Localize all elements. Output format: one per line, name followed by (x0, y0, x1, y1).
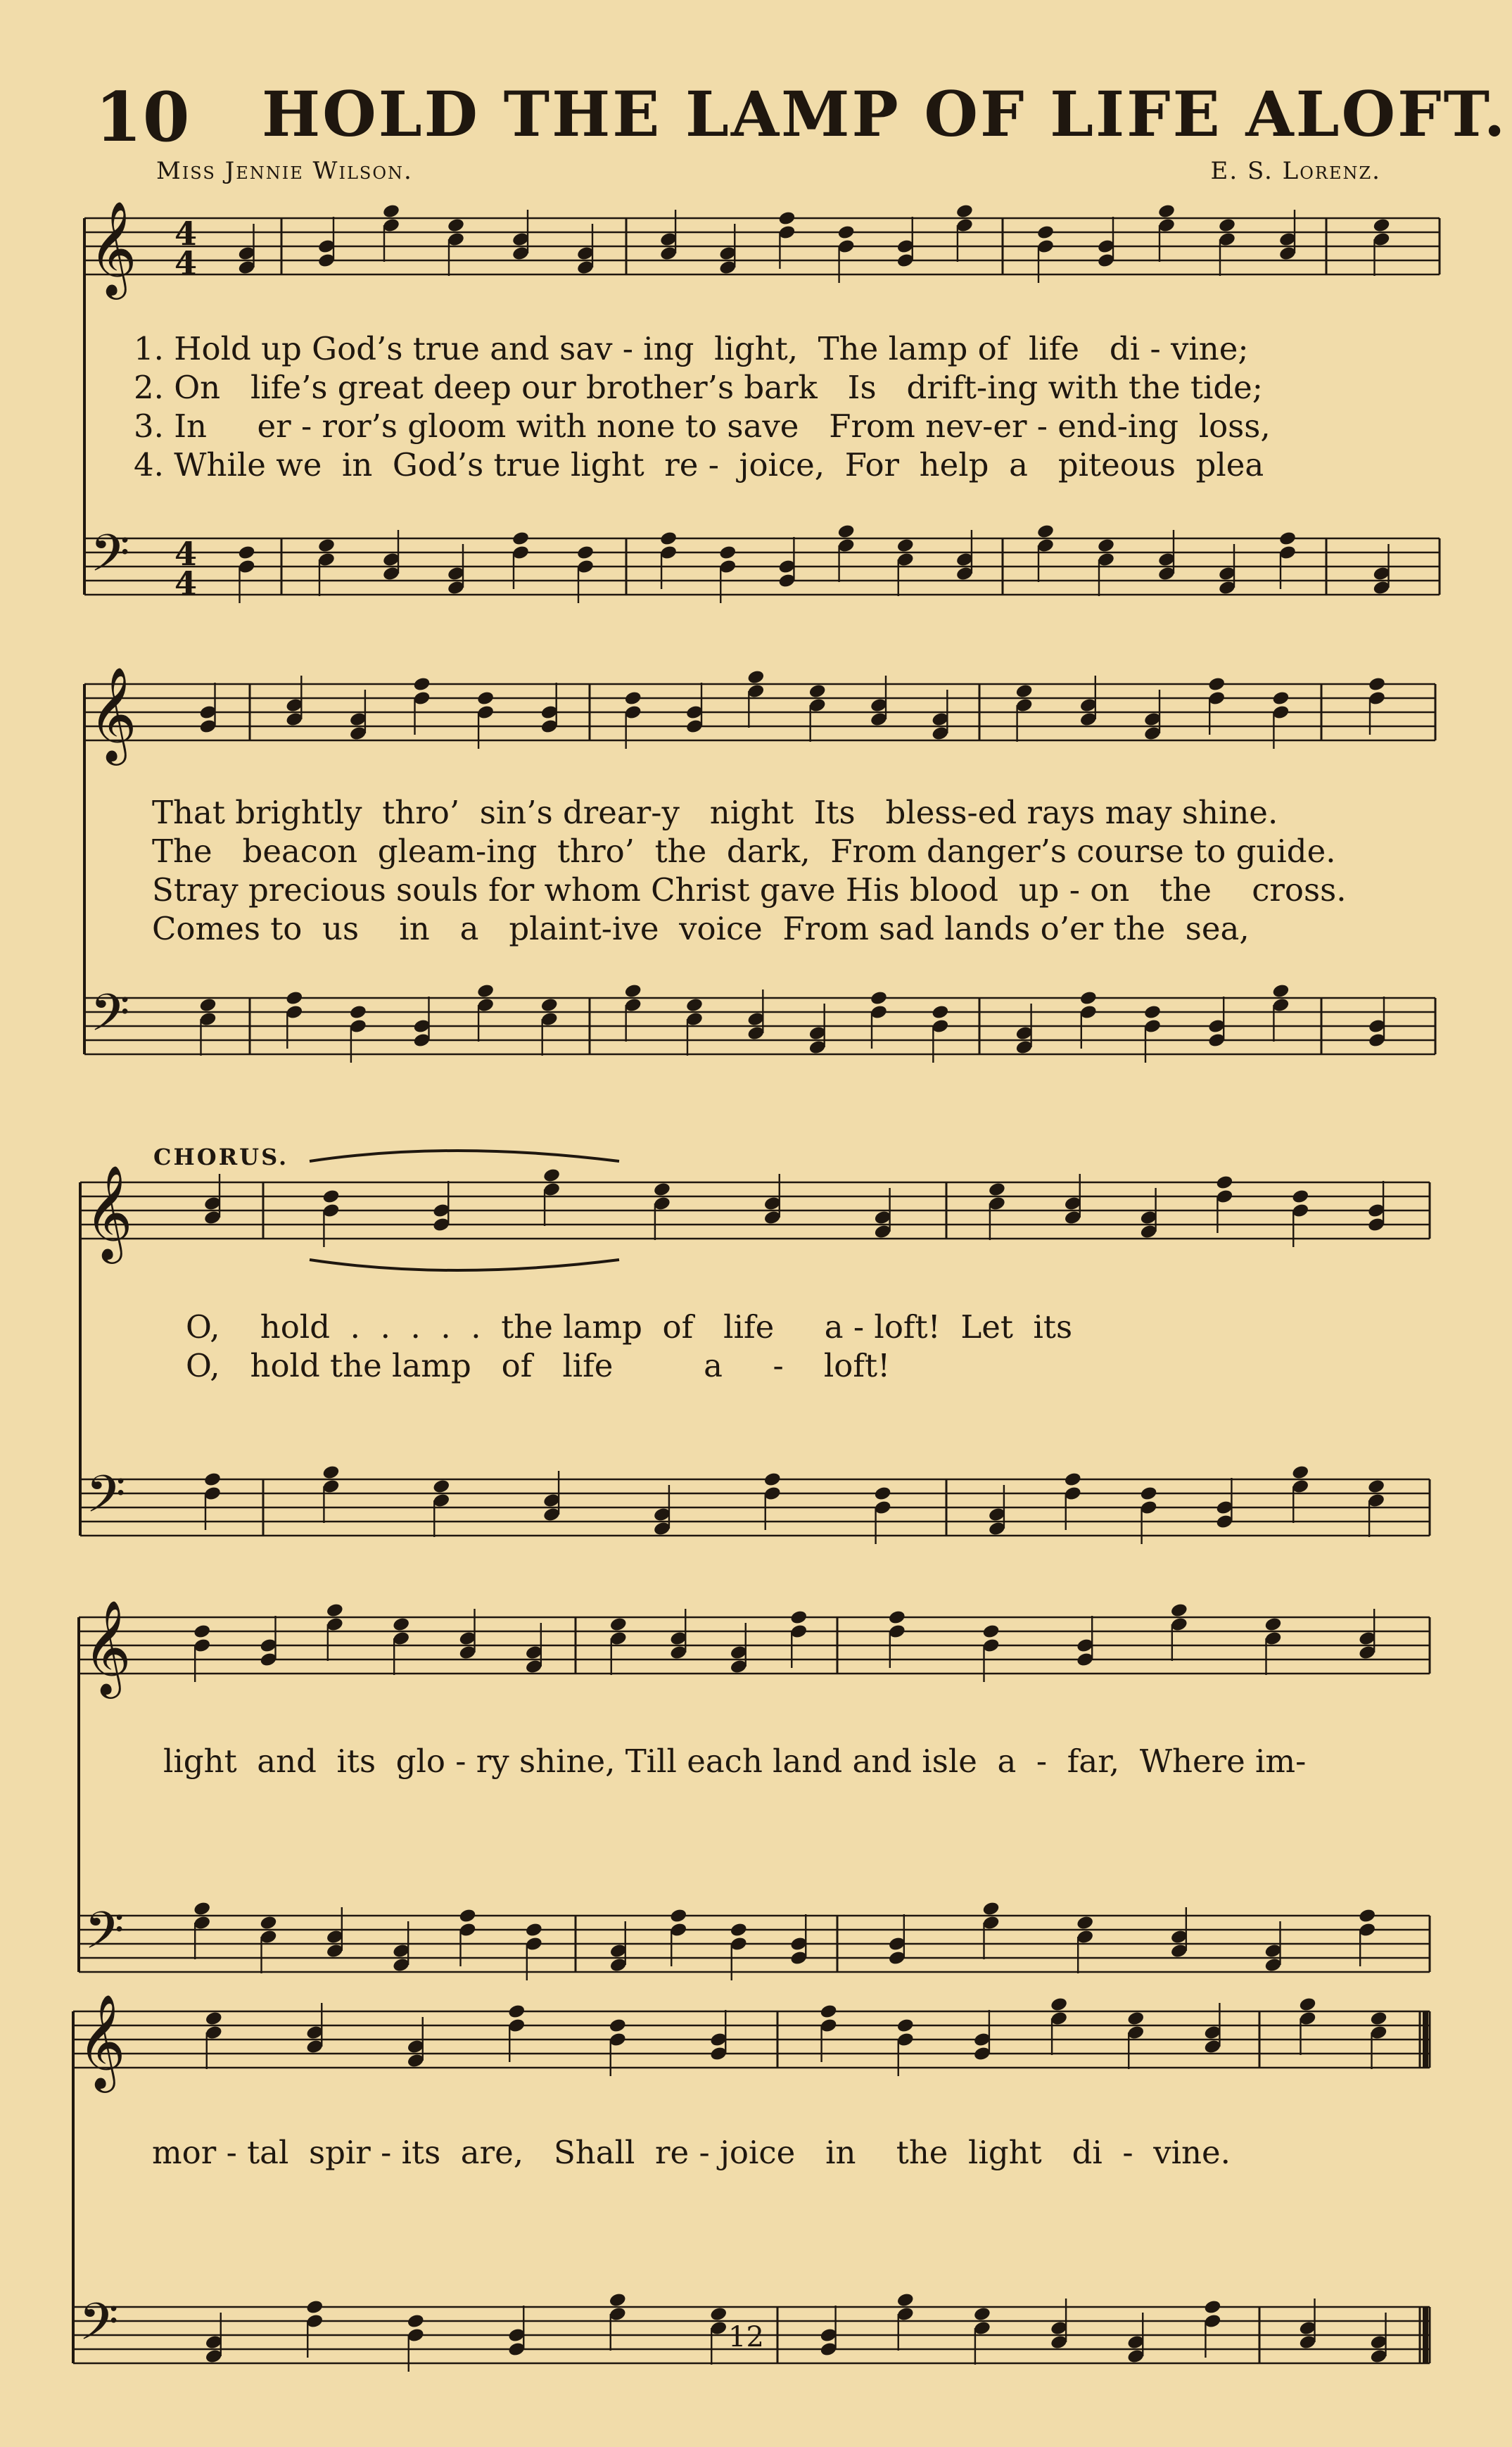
treble-note (1207, 676, 1226, 693)
bass-note (1291, 1465, 1309, 1481)
chorus-label: CHORUS. (153, 1144, 289, 1170)
treble-note (988, 1182, 1006, 1198)
treble-note (507, 2004, 526, 2020)
bass-note (512, 531, 530, 547)
hymn-number: 10 (95, 77, 191, 157)
treble-clef-icon: 𝄞 (77, 1994, 126, 2089)
bass-note (837, 524, 856, 540)
treble-note (1298, 1997, 1316, 2013)
treble-note (837, 225, 856, 241)
treble-note (609, 2018, 627, 2034)
bass-note (931, 1004, 949, 1020)
verse1-line1: 1. Hold up God’s true and sav - ing light, The lamp of life di - vine; (134, 330, 1249, 367)
treble-note (653, 1182, 671, 1198)
time-signature: 4 (174, 215, 198, 253)
treble-note (542, 1168, 561, 1184)
treble-note (392, 1617, 410, 1633)
bass-clef-icon: 𝄢 (90, 982, 130, 1055)
bass-note (540, 997, 559, 1013)
bass-note (476, 983, 495, 999)
bass-note (259, 1915, 277, 1931)
bass-note (407, 2313, 425, 2329)
verse1-line2: That brightly thro’ sin’s drear-y night Its bless-ed rays may shine. (152, 794, 1278, 831)
hymn-title: HOLD THE LAMP OF LIFE ALOFT. (262, 77, 1508, 151)
bass-note (896, 538, 915, 554)
treble-note (1291, 1189, 1309, 1205)
treble-note (1050, 1997, 1068, 2013)
treble-note (1369, 2011, 1387, 2027)
treble-note (205, 2011, 223, 2027)
bass-note (718, 545, 737, 561)
treble-note (1015, 683, 1034, 700)
bass-note (193, 1901, 211, 1917)
treble-note (1170, 1602, 1188, 1619)
bass-note (685, 997, 704, 1013)
treble-note (1215, 1175, 1233, 1191)
time-signature: 4 (174, 564, 198, 602)
bass-note (624, 983, 642, 999)
treble-note (808, 683, 827, 700)
bass-note (432, 1479, 450, 1495)
treble-note (1271, 690, 1290, 707)
bass-note (1076, 1915, 1094, 1931)
bass-note (458, 1908, 476, 1924)
tie-arc (310, 1151, 619, 1161)
verse3-line1: 3. In er - ror’s gloom with none to save From nev-er - end-ing loss, (134, 407, 1271, 445)
treble-clef-icon: 𝄞 (84, 1165, 133, 1260)
treble-note (1368, 676, 1386, 693)
bass-note (1278, 531, 1297, 547)
treble-note (1264, 1617, 1282, 1633)
verse4-line2: Comes to us in a plaint-ive voice From sad lands o’er the sea, (152, 910, 1250, 947)
bass-note (1367, 1479, 1385, 1495)
treble-note (193, 1624, 211, 1640)
bass-note (874, 1486, 892, 1502)
treble-note (789, 1610, 808, 1626)
bass-note (981, 1901, 1000, 1917)
treble-note (777, 210, 796, 227)
bass-note (763, 1472, 782, 1488)
treble-note (1126, 2011, 1145, 2027)
bass-note (1358, 1908, 1376, 1924)
bass-note (709, 2306, 728, 2322)
treble-note (382, 203, 400, 220)
chorus-line4: mor - tal spir - its are, Shall re - joice in the light di - vine. (152, 2134, 1231, 2171)
composer-credit: E. S. Lorenz. (1210, 157, 1381, 185)
bass-clef-icon: 𝄢 (79, 2291, 119, 2364)
treble-note (1218, 217, 1236, 234)
bass-note (973, 2306, 991, 2322)
bass-note (322, 1465, 340, 1481)
treble-note (476, 690, 495, 707)
bass-note (237, 545, 255, 561)
chorus-line1: O, hold . . . . . the lamp of life a - loft! Let its (186, 1308, 1073, 1346)
bass-note (1203, 2299, 1221, 2315)
bass-note (730, 1922, 748, 1938)
page-number: 12 (728, 2321, 764, 2353)
bass-note (1036, 524, 1055, 540)
treble-note (888, 1610, 906, 1626)
treble-note (820, 2004, 838, 2020)
bass-clef-icon: 𝄢 (90, 523, 130, 595)
bass-note (1064, 1472, 1082, 1488)
treble-note (624, 690, 642, 707)
bass-clef-icon: 𝄢 (86, 1464, 126, 1536)
bass-note (349, 1004, 367, 1020)
bass-note (285, 990, 303, 1006)
chorus-line3: light and its glo - ry shine, Till each land and isle a - far, Where im- (163, 1743, 1307, 1780)
verse2-line1: 2. On life’s great deep our brother’s bark Is drift-ing with the tide; (134, 369, 1263, 406)
treble-clef-icon: 𝄞 (89, 201, 137, 296)
bass-note (896, 2292, 915, 2308)
bass-note (609, 2292, 627, 2308)
bass-note (870, 990, 888, 1006)
tie-arc (310, 1260, 619, 1270)
treble-note (326, 1602, 344, 1619)
treble-clef-icon: 𝄞 (89, 666, 137, 761)
verse4-line1: 4. While we in God’s true light re - joice, For help a piteous plea (134, 446, 1264, 483)
bass-note (203, 1472, 222, 1488)
bass-note (1143, 1004, 1162, 1020)
chorus-line2: O, hold the lamp of life a - loft! (186, 1347, 891, 1384)
bass-note (659, 531, 678, 547)
treble-note (322, 1189, 340, 1205)
bass-clef-icon: 𝄢 (84, 1900, 125, 1973)
bass-note (1079, 990, 1098, 1006)
treble-note (981, 1624, 1000, 1640)
treble-note (955, 203, 974, 220)
bass-note (1097, 538, 1115, 554)
bass-note (525, 1922, 543, 1938)
bass-note (305, 2299, 324, 2315)
time-signature: 4 (174, 535, 198, 573)
bass-note (317, 538, 336, 554)
treble-note (896, 2018, 915, 2034)
bass-note (576, 545, 595, 561)
bass-note (1271, 983, 1290, 999)
bass-note (669, 1908, 687, 1924)
bass-note (198, 997, 217, 1013)
treble-note (747, 669, 765, 685)
treble-note (1157, 203, 1176, 220)
treble-note (447, 217, 465, 234)
verse2-line2: The beacon gleam-ing thro’ the dark, From danger’s course to guide. (152, 833, 1336, 870)
treble-note (412, 676, 431, 693)
verse3-line2: Stray precious souls for whom Christ gave His blood up - on the cross. (152, 871, 1347, 909)
lyricist-credit: Miss Jennie Wilson. (156, 157, 413, 185)
treble-note (1036, 225, 1055, 241)
treble-note (1372, 217, 1390, 234)
treble-clef-icon: 𝄞 (83, 1600, 132, 1695)
treble-note (609, 1617, 628, 1633)
time-signature: 4 (174, 244, 198, 282)
bass-note (1140, 1486, 1158, 1502)
